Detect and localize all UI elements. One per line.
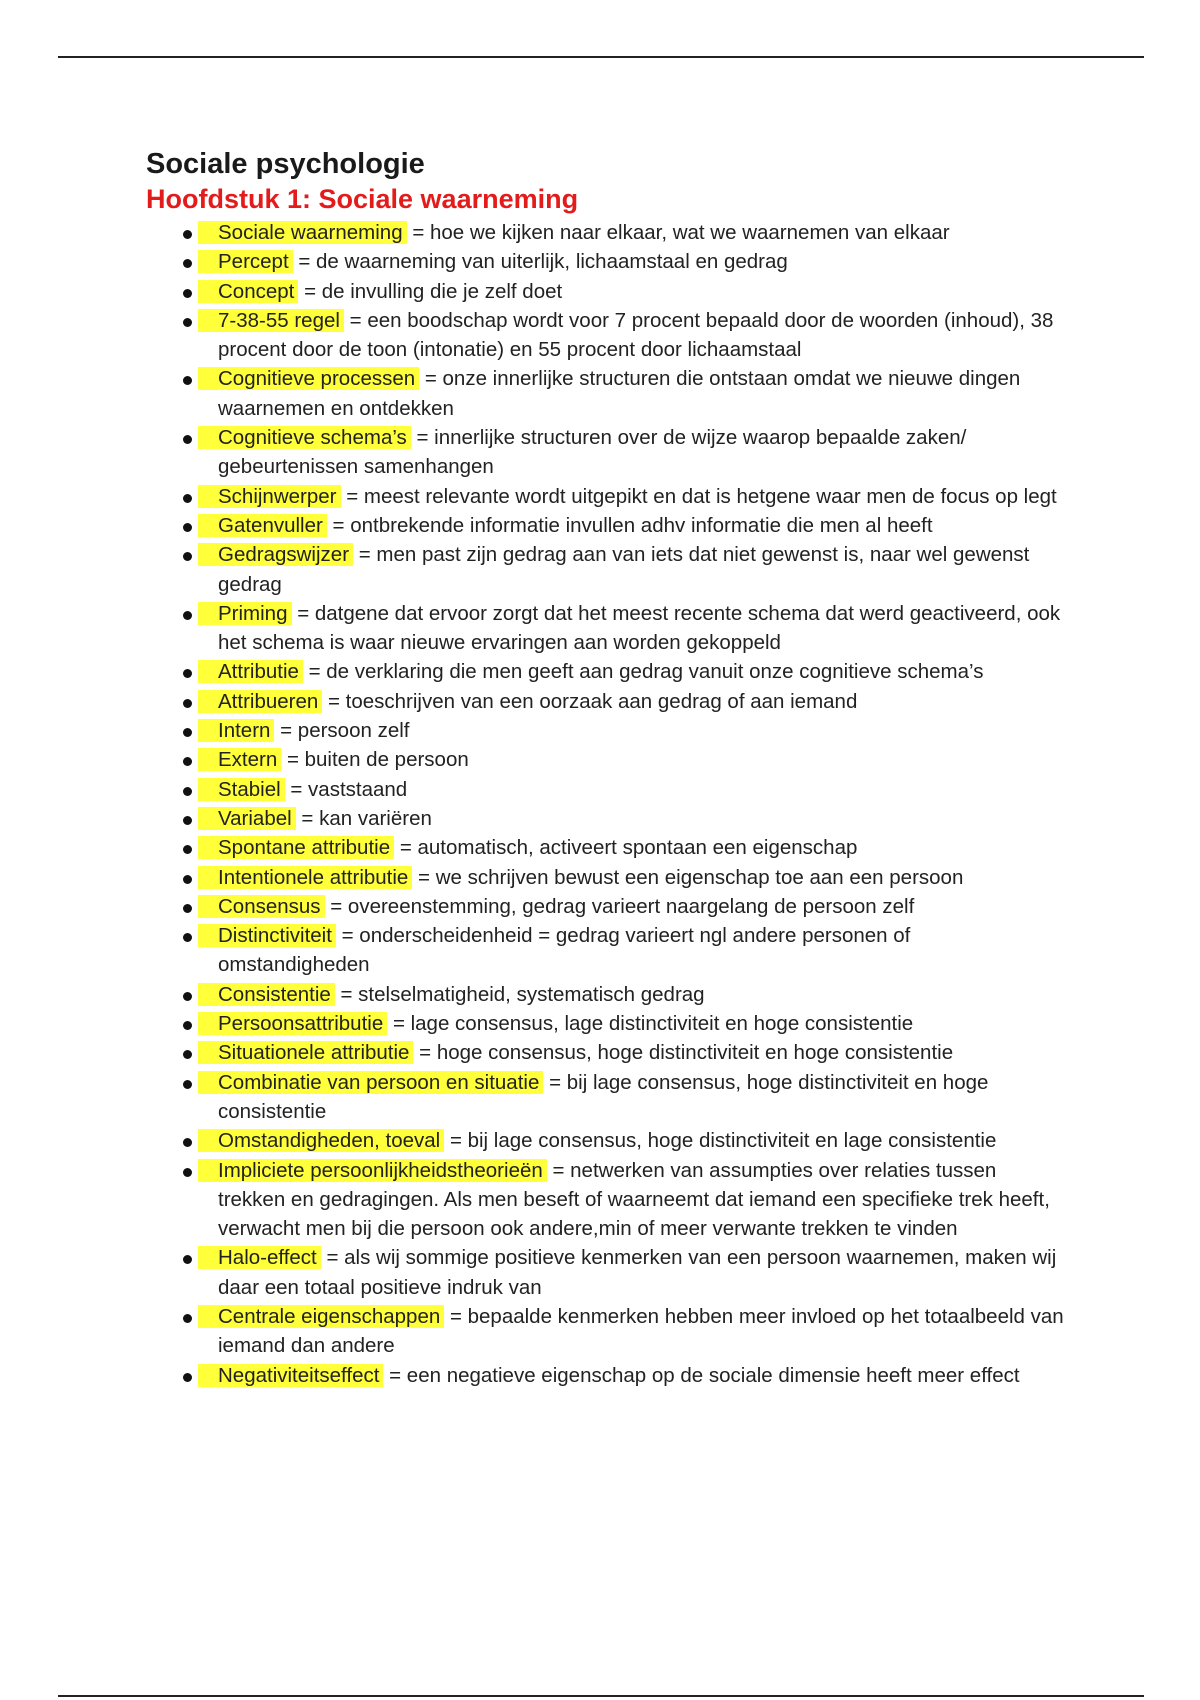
document-title: Sociale psychologie xyxy=(146,148,425,180)
bullet-icon xyxy=(183,1314,192,1323)
bullet-icon xyxy=(183,1021,192,1030)
term-definition: = persoon zelf xyxy=(280,719,410,743)
term-definition: = de invulling die je zelf doet xyxy=(304,279,563,303)
term-highlight: Consensus xyxy=(218,895,325,918)
bullet-icon xyxy=(183,669,192,678)
term-list-item xyxy=(146,364,1066,423)
term-definition: = als wij sommige positieve kenmerken van een persoon waarnemen, maken wij daar een totaal positieve indruk van xyxy=(218,1246,1057,1299)
term-highlight: Spontane attributie xyxy=(218,836,394,859)
bullet-icon xyxy=(183,992,192,1001)
term-definition: = de waarneming van uiterlijk, lichaamstaal en gedrag xyxy=(298,250,788,274)
bullet-icon xyxy=(183,904,192,913)
term-definition: = toeschrijven van een oorzaak aan gedrag of aan iemand xyxy=(327,689,858,713)
term-list-item xyxy=(146,277,1066,306)
term-definition: = datgene dat ervoor zorgt dat het meest recente schema dat werd geactiveerd, ook het schema is waar nieuwe ervaringen aan worden gekoppeld xyxy=(218,601,1061,655)
term-highlight: Percept xyxy=(218,250,293,273)
term-definition: = ontbrekende informatie invullen adhv informatie die men al heeft xyxy=(332,513,933,537)
term-definition: = innerlijke structuren over de wijze waarop bepaalde zaken/ gebeurtenissen samenhangen xyxy=(218,426,967,479)
term-definition: = een negatieve eigenschap op de sociale dimensie heeft meer effect xyxy=(389,1363,1020,1387)
term-list-item xyxy=(146,745,1066,774)
term-list-item xyxy=(146,218,1066,247)
term-highlight: Cognitieve processen xyxy=(218,367,419,390)
page-bottom-rule xyxy=(58,1695,1144,1697)
term-list-item xyxy=(146,482,1066,511)
term-list-item xyxy=(146,511,1066,540)
term-definition: = netwerken van assumpties over relaties tussen trekken en gedragingen. Als men beseft of waarneemt dat iemand een specifieke trek heeft, verwacht men bij die persoon ook andere,min of meer verwante trekken te vinden xyxy=(218,1158,1050,1241)
page-top-rule xyxy=(58,56,1144,58)
term-highlight: Negativiteitseffect xyxy=(218,1364,383,1387)
term-list-item xyxy=(146,540,1066,599)
term-highlight: Sociale waarneming xyxy=(218,221,407,244)
bullet-icon xyxy=(183,259,192,268)
bullet-icon xyxy=(183,230,192,239)
term-definition: = we schrijven bewust een eigenschap toe aan een persoon xyxy=(418,865,964,889)
term-list-item xyxy=(146,863,1066,892)
term-list xyxy=(146,218,1066,1390)
term-definition: = lage consensus, lage distinctiviteit en hoge consistentie xyxy=(392,1012,914,1036)
bullet-icon xyxy=(183,318,192,327)
bullet-icon xyxy=(183,523,192,532)
bullet-icon xyxy=(183,611,192,620)
bullet-icon xyxy=(183,757,192,766)
term-highlight: Stabiel xyxy=(218,778,285,801)
bullet-icon xyxy=(183,816,192,825)
term-list-item xyxy=(146,804,1066,833)
term-definition: = automatisch, activeert spontaan een eigenschap xyxy=(399,836,858,860)
term-highlight: Impliciete persoonlijkheidstheorieën xyxy=(218,1159,547,1182)
bullet-icon xyxy=(183,552,192,561)
term-list-item xyxy=(146,1068,1066,1127)
chapter-title: Hoofdstuk 1: Sociale waarneming xyxy=(146,184,579,214)
term-highlight: Gedragswijzer xyxy=(218,543,353,566)
term-highlight: Distinctiviteit xyxy=(218,924,336,947)
bullet-icon xyxy=(183,494,192,503)
term-list-item xyxy=(146,921,1066,980)
term-list-item xyxy=(146,247,1066,276)
bullet-icon xyxy=(183,1050,192,1059)
term-highlight: 7-38-55 regel xyxy=(218,309,344,332)
term-highlight: Extern xyxy=(218,748,281,771)
term-highlight: Attribueren xyxy=(218,690,322,713)
term-list-item xyxy=(146,657,1066,686)
term-list-item xyxy=(146,423,1066,482)
term-definition: = onderscheidenheid = gedrag varieert ngl andere personen of omstandigheden xyxy=(218,924,911,977)
term-definition: = overeenstemming, gedrag varieert naargelang de persoon zelf xyxy=(330,894,915,918)
term-highlight: Gatenvuller xyxy=(218,514,327,537)
term-highlight: Concept xyxy=(218,280,298,303)
term-definition: = de verklaring die men geeft aan gedrag vanuit onze cognitieve schema’s xyxy=(308,660,984,684)
term-definition: = kan variëren xyxy=(301,806,432,830)
bullet-icon xyxy=(183,435,192,444)
bullet-icon xyxy=(183,933,192,942)
term-highlight: Combinatie van persoon en situatie xyxy=(218,1071,543,1094)
term-definition: = vaststaand xyxy=(290,777,408,801)
term-list-item xyxy=(146,1126,1066,1155)
term-highlight: Attributie xyxy=(218,660,303,683)
term-list-item xyxy=(146,775,1066,804)
term-list-item xyxy=(146,687,1066,716)
term-highlight: Intern xyxy=(218,719,274,742)
term-definition: = hoe we kijken naar elkaar, wat we waarnemen van elkaar xyxy=(412,221,950,244)
term-list-item xyxy=(146,980,1066,1009)
term-highlight: Cognitieve schema’s xyxy=(218,426,411,449)
page-content xyxy=(146,146,1066,1390)
term-definition: = men past zijn gedrag aan van iets dat niet gewenst is, naar wel gewenst gedrag xyxy=(218,543,1030,596)
bullet-icon xyxy=(183,728,192,737)
bullet-icon xyxy=(183,1373,192,1382)
bullet-icon xyxy=(183,845,192,854)
bullet-icon xyxy=(183,376,192,385)
term-highlight: Halo-effect xyxy=(218,1246,321,1269)
bullet-icon xyxy=(183,1255,192,1264)
term-list-item xyxy=(146,1302,1066,1361)
term-definition: = onze innerlijke structuren die ontstaan omdat we nieuwe dingen waarnemen en ontdekken xyxy=(218,367,1021,420)
term-list-item xyxy=(146,892,1066,921)
bullet-icon xyxy=(183,1138,192,1147)
term-highlight: Omstandigheden, toeval xyxy=(218,1129,444,1152)
term-list-item xyxy=(146,1156,1066,1244)
term-list-item xyxy=(146,833,1066,862)
term-list-item xyxy=(146,1009,1066,1038)
term-highlight: Priming xyxy=(218,602,292,625)
term-highlight: Persoonsattributie xyxy=(218,1012,387,1035)
term-definition: = een boodschap wordt voor 7 procent bepaald door de woorden (inhoud), 38 procent door de toon (intonatie) en 55 procent door lichaamstaal xyxy=(218,308,1054,362)
term-highlight: Centrale eigenschappen xyxy=(218,1305,444,1328)
term-definition: = meest relevante wordt uitgepikt en dat is hetgene waar men de focus op legt xyxy=(346,484,1057,508)
bullet-icon xyxy=(183,289,192,298)
term-list-item xyxy=(146,1243,1066,1302)
term-definition: = bepaalde kenmerken hebben meer invloed op het totaalbeeld van iemand dan andere xyxy=(218,1304,1064,1358)
bullet-icon xyxy=(183,699,192,708)
term-definition: = hoge consensus, hoge distinctiviteit en hoge consistentie xyxy=(419,1041,954,1065)
term-highlight: Intentionele attributie xyxy=(218,866,412,889)
term-list-item xyxy=(146,306,1066,365)
bullet-icon xyxy=(183,787,192,796)
bullet-icon xyxy=(183,875,192,884)
term-highlight: Schijnwerper xyxy=(218,485,341,508)
term-definition: = bij lage consensus, hoge distinctiviteit en hoge consistentie xyxy=(218,1070,989,1123)
term-highlight: Consistentie xyxy=(218,983,335,1006)
term-definition: = buiten de persoon xyxy=(286,748,469,772)
term-list-item xyxy=(146,1361,1066,1390)
term-definition: = bij lage consensus, hoge distinctiviteit en lage consistentie xyxy=(449,1129,997,1153)
term-list-item xyxy=(146,599,1066,658)
term-highlight: Situationele attributie xyxy=(218,1041,413,1064)
term-list-item xyxy=(146,716,1066,745)
bullet-icon xyxy=(183,1080,192,1089)
bullet-icon xyxy=(183,1168,192,1177)
term-definition: = stelselmatigheid, systematisch gedrag xyxy=(340,982,705,1006)
term-list-item xyxy=(146,1038,1066,1067)
term-highlight: Variabel xyxy=(218,807,296,830)
